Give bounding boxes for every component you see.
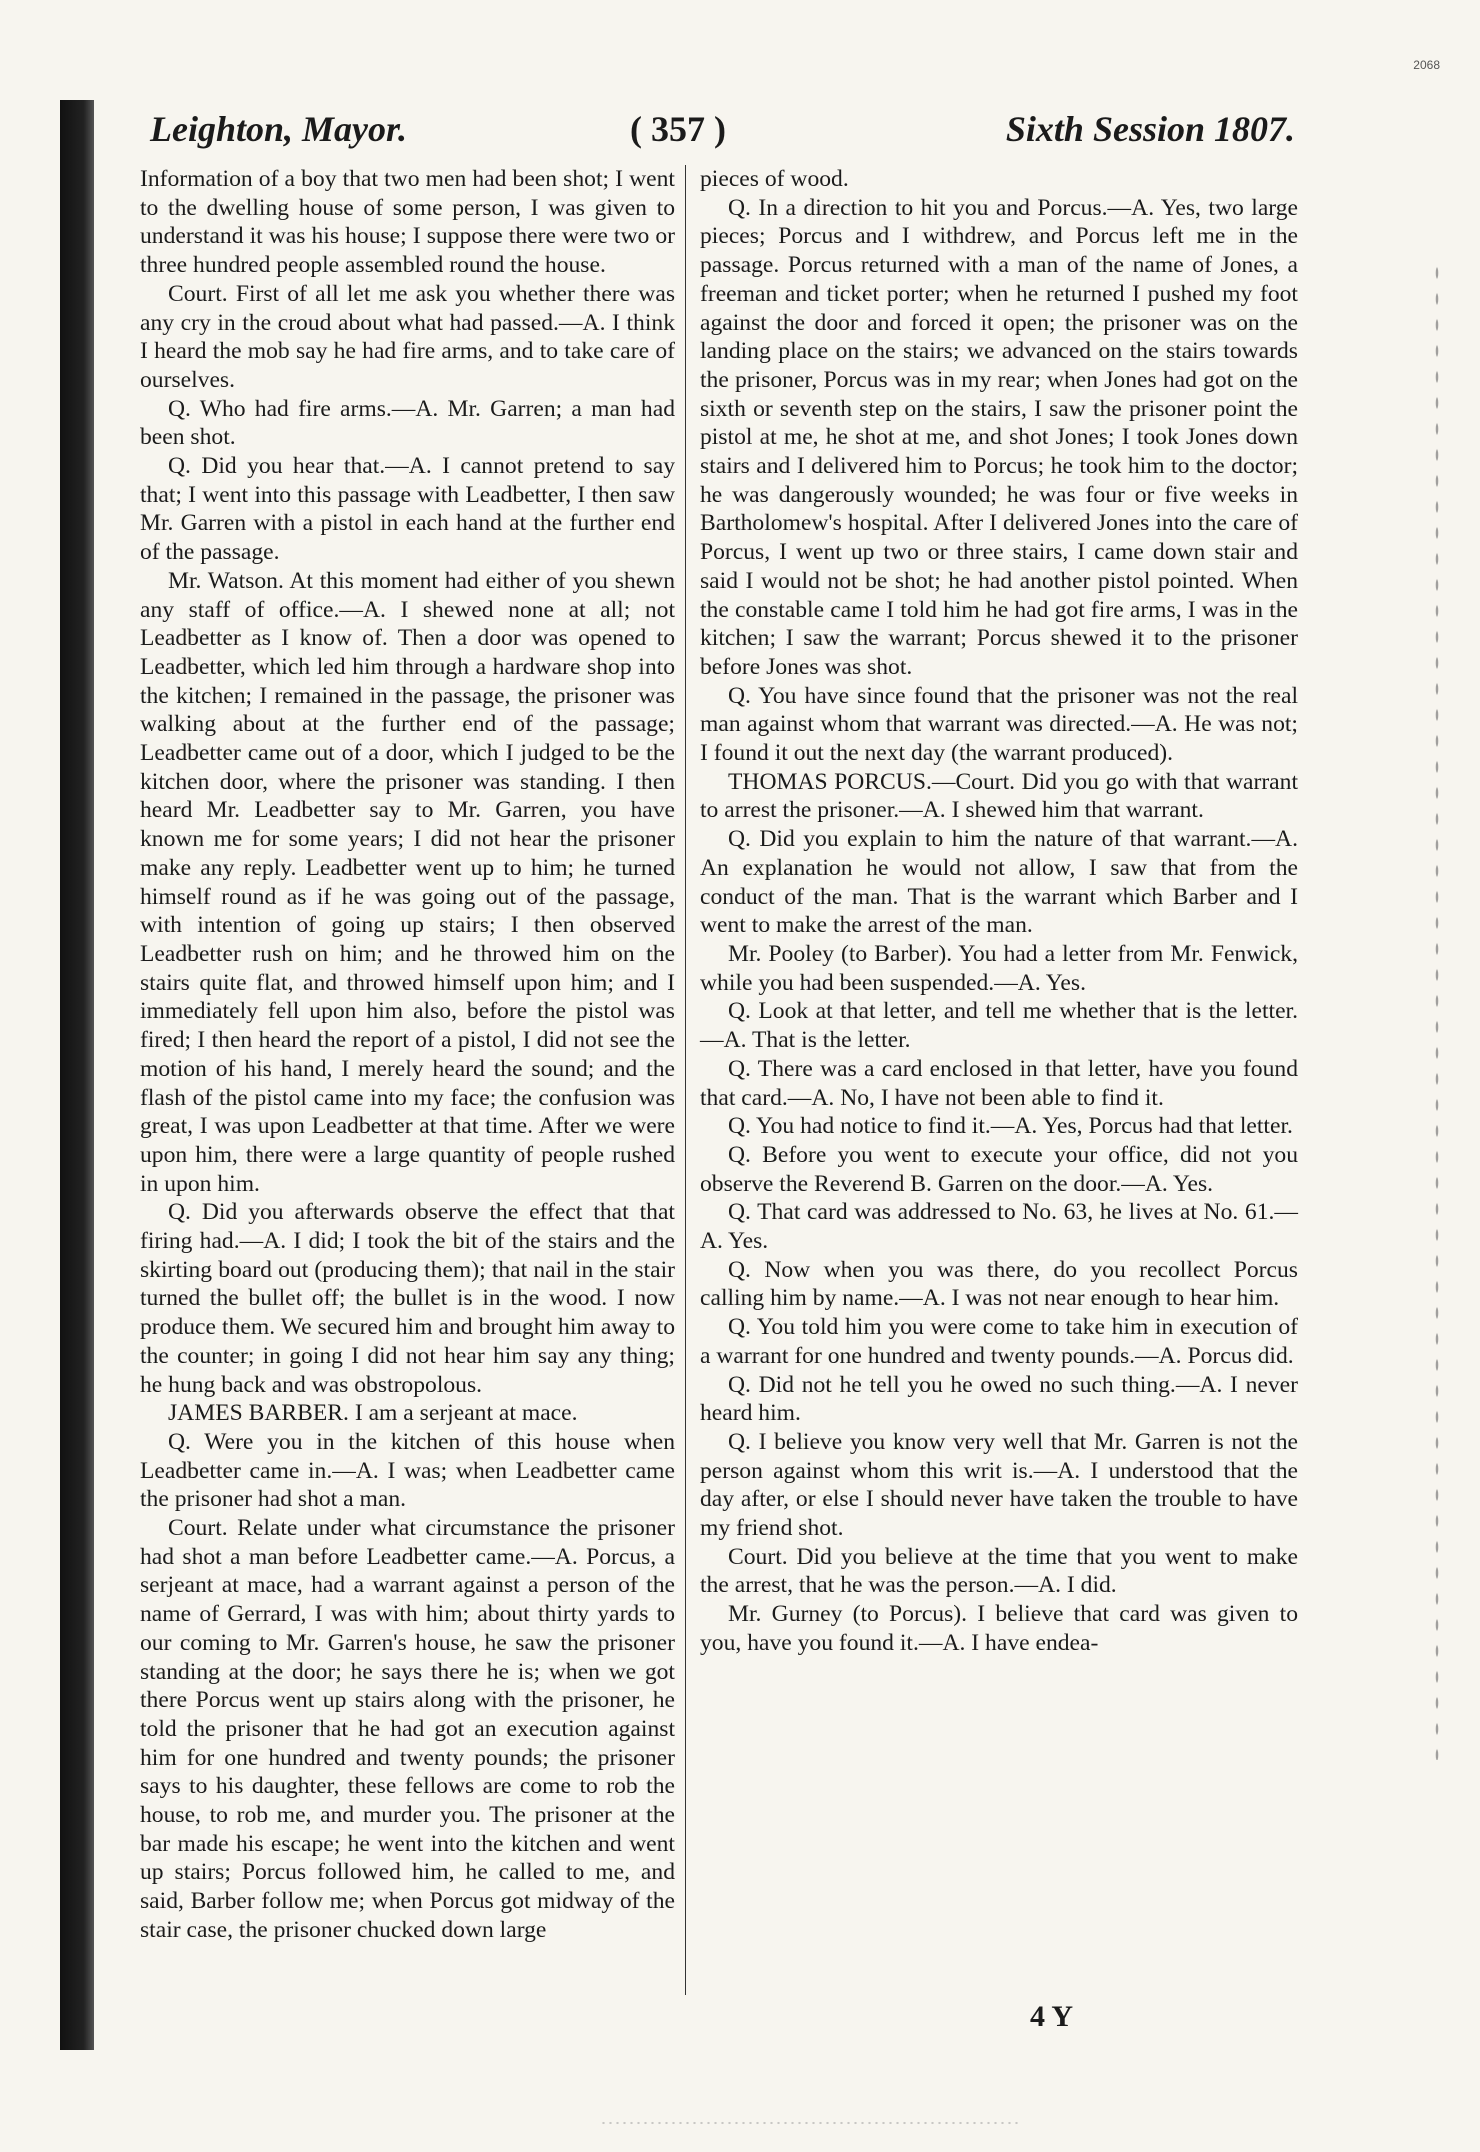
page-number: ( 357 ) (630, 109, 726, 149)
paragraph: Court. First of all let me ask you whether there was any cry in the croud about what had passed.—A. I think I heard the mob say he had fire arms, and to take care of ourselves. (140, 280, 675, 393)
signature-mark: 4 Y (1030, 2000, 1074, 2033)
paragraph: Q. You had notice to find it.—A. Yes, Porcus had that letter. (728, 1113, 1293, 1140)
paragraph: Court. Relate under what circumstance the prisoner had shot a man before Leadbetter came.—A. Porcus, a serjeant at mace, had a warrant against a person of the name of Gerrard, I was with him; about thirty yards to our coming to Mr. Garren's house, he saw the prisoner standing at the door; he says there he is; when we got there Porcus went up stairs along with the prisoner, he told the prisoner that he had got an execution against him for one hundred and twenty pounds; the prisoner says to his daughter, these fellows are come to rob the house, to rob me, and murder you. The prisoner at the bar made his escape; he went into the kitchen and went up stairs; Porcus followed him, he called to me, and said, Barber follow me; when Porcus got midway of the stair case, the prisoner chucked down large (140, 1515, 675, 1943)
running-header (150, 108, 1295, 158)
paragraph: Court. Did you believe at the time that you went to make the arrest, that he was the person.—A. I did. (700, 1543, 1298, 1599)
paragraph: Q. There was a card enclosed in that letter, have you found that card.—A. No, I have not been able to find it. (700, 1055, 1298, 1111)
bottom-speckle (600, 2120, 1020, 2126)
paragraph: pieces of wood. (700, 166, 849, 192)
paragraph: Q. Did you hear that.—A. I cannot pretend to say that; I went into this passage with Leadbetter, I then saw Mr. Garren with a pistol in each hand at the further end of the passage. (140, 453, 675, 566)
paragraph: Q. That card was addressed to No. 63, he lives at No. 61.—A. Yes. (700, 1199, 1298, 1255)
corner-mark: 2068 (1413, 58, 1440, 72)
paragraph: Q. Before you went to execute your office, did not you observe the Reverend B. Garren on the door.—A. Yes. (700, 1141, 1298, 1197)
left-column (140, 165, 675, 1945)
column-divider (685, 165, 686, 1995)
edge-speckle (1434, 260, 1440, 1760)
paragraph: Q. You have since found that the prisoner was not the real man against whom that warrant was directed.—A. He was not; I found it out the next day (the warrant produced). (700, 682, 1298, 767)
paragraph: Mr. Pooley (to Barber). You had a letter from Mr. Fenwick, while you had been suspended.—A. Yes. (700, 940, 1298, 996)
paragraph: Q. Did you afterwards observe the effect that that firing had.—A. I did; I took the bit of the stairs and the skirting board out (producing them); that nail in the stair turned the bullet off; the bullet is in the wood. I now produce them. We secured him and brought him away to the counter; in going I did not hear him say any thing; he hung back and was obstropolous. (140, 1199, 675, 1398)
paragraph: THOMAS PORCUS.—Court. Did you go with that warrant to arrest the prisoner.—A. I shewed him that warrant. (700, 768, 1298, 824)
paragraph: Q. You told him you were come to take him in execution of a warrant for one hundred and twenty pounds.—A. Porcus did. (700, 1314, 1298, 1369)
paragraph: Q. I believe you know very well that Mr. Garren is not the person against whom this writ is.—A. I understood that the day after, or else I should never have taken the trouble to have my friend shot. (700, 1428, 1298, 1542)
binding-spine (60, 100, 94, 2050)
paragraph: Q. Look at that letter, and tell me whether that is the letter.—A. That is the letter. (700, 998, 1298, 1054)
paragraph: Q. Now when you was there, do you recollect Porcus calling him by name.—A. I was not near enough to hear him. (700, 1256, 1298, 1312)
right-column (700, 165, 1298, 1658)
paragraph: Q. In a direction to hit you and Porcus.—A. Yes, two large pieces; Porcus and I withdrew, and Porcus left me in the passage. Porcus returned with a man of the name of Jones, a freeman and ticket porter; when he returned I pushed my foot against the door and forced it open; the prisoner was on the landing place on the stairs; we advanced on the stairs towards the prisoner, Porcus was in my rear; when Jones had got on the sixth or seventh step on the stairs, I saw the prisoner point the pistol at me, he shot at me, and shot Jones; I took Jones down stairs and I delivered him to Porcus; he took him to the doctor; he was dangerously wounded; he was four or five weeks in Bartholomew's hospital. After I delivered Jones into the care of Porcus, I went up two or three stairs, I came down stair and said I would not be shot; he had another pistol pointed. When the constable came I told him he had got fire arms, I was in the kitchen; I saw the warrant; Porcus shewed it to the prisoner before Jones was shot. (700, 194, 1298, 680)
paragraph: Mr. Watson. At this moment had either of you shewn any staff of office.—A. I shewed none at all; not Leadbetter as I know of. Then a door was opened to Leadbetter, which led him through a hardware shop into the kitchen; I remained in the passage, the prisoner was walking about at the further end of the passage; Leadbetter came out of a door, which I judged to be the kitchen door, where the prisoner was standing. I then heard Mr. Leadbetter say to Mr. Garren, you have known me for some years; I did not hear the prisoner make any reply. Leadbetter went up to him; he turned himself round as if he was going out of the passage, with intention of going up stairs; I then observed Leadbetter rush on him; and he throwed him on the stairs quite flat, and throwed himself upon him; and I immediately fell upon him also, before the pistol was fired; I then heard the report of a pistol, I did not see the motion of his hand, I merely heard the sound; and the flash of the pistol came into my face; the confusion was great, I was upon Leadbetter at that time. After we were upon him, there were a large quantity of people rushed in upon him. (140, 567, 675, 1197)
paragraph: Information of a boy that two men had been shot; I went to the dwelling house of some person, I was given to understand it was his house; I suppose there were two or three hundred people assembled round the house. (140, 166, 675, 279)
paragraph: JAMES BARBER. I am a serjeant at mace. (168, 1400, 578, 1427)
paragraph: Q. Did you explain to him the nature of that warrant.—A. An explanation he would not allow, I saw that from the conduct of the man. That is the warrant which Barber and I went to make the arrest of the man. (700, 826, 1298, 939)
paragraph: Q. Were you in the kitchen of this house when Leadbetter came in.—A. I was; when Leadbetter came the prisoner had shot a man. (140, 1428, 675, 1513)
paragraph: Q. Who had fire arms.—A. Mr. Garren; a man had been shot. (140, 395, 675, 451)
header-left: Leighton, Mayor. (150, 109, 408, 149)
paragraph: Q. Did not he tell you he owed no such thing.—A. I never heard him. (700, 1371, 1298, 1427)
header-right: Sixth Session 1807. (1005, 109, 1295, 149)
paragraph: Mr. Gurney (to Porcus). I believe that card was given to you, have you found it.—A. I have endea- (700, 1601, 1298, 1656)
